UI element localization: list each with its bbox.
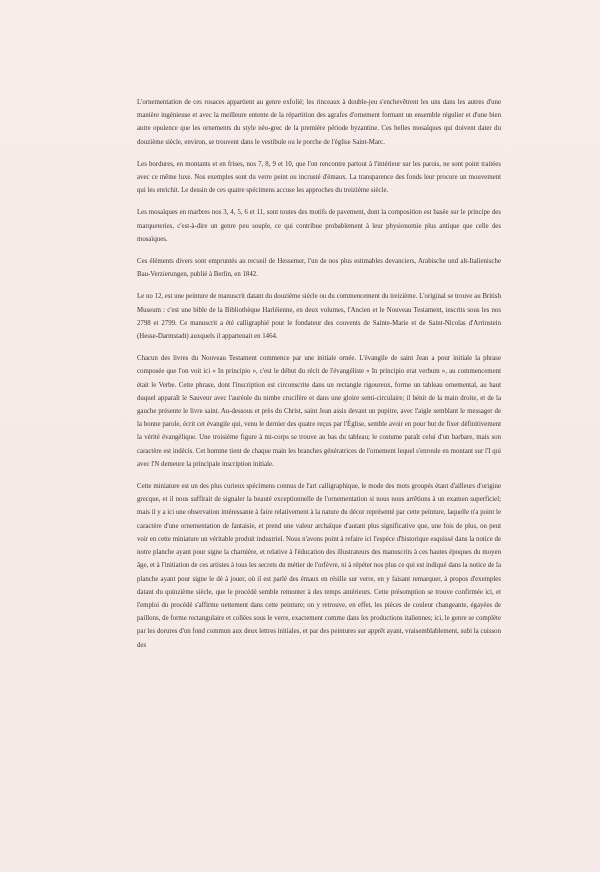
paragraph-mosaiques-marbres: Les mosaïques en marbres nos 3, 4, 5, 6 et 11, sont toutes des motifs de pavement, dont la composition est basée sur le principe des marqueteries, c'est-à-dire un genre peu souple, ce qui contribue probablement à leur physionomie plus antique que celle des mosaïques. bbox=[137, 209, 501, 243]
paragraph-rosaces: L'ornementation de ces rosaces appartient au genre exfolié; les rinceaux à double-jeu s'enchevêtrent les uns dans les autres d'une manière ingénieuse et avec la meilleure entente de la répartition des agrafes d'ornement formant un ensemble régulier et d'une bien autre opulence que les ornements du style néo-grec de la première période byzantine. Ces belles mosaïques qui doivent dater du douzième siècle, environ, se trouvent dans le vestibule ou le porche de l'église Saint-Marc. bbox=[137, 99, 501, 146]
paragraph-hessemer: Ces éléments divers sont empruntés au recueil de Hessemer, l'un de nos plus estimables devanciers, Arabische und alt-Italienische Bau-Verzierungen, publié à Berlin, en 1842. bbox=[137, 258, 501, 279]
paragraph-evangile: Chacun des livres du Nouveau Testament commence par une initiale ornée. L'évangile de saint Jean a pour initiale la phrase composée que l'on voit ici « In principio », c'est le début du récit de l'évangéliste « In principio erat verbum », au commencement était le Verbe. Cette phrase, dont l'inscription est circonscrite dans un rectangle rigoureux, forme un tableau ornemental, au haut duquel apparaît le Sauveur avec l'auréole du nimbe crucifère et dans une gloire semi-circulaire; il bénit de la main droite, et de la gauche présente le livre saint. Au-dessous et près du Christ, saint Jean assis devant un pupitre, avec l'aigle semblant le messager de la bonne parole, écrit cet évangile qui, venu le dernier des quatre reçus par l'Église, semble avoir en pour but de fixer définitivement la vérité évangélique. Une troisième figure à mi-corps se trouve au bas du tableau; le costume paraît celui d'un barbare, mais son caractère est indécis. Cet homme tient de chaque main les branches génératrices de l'ornement lequel s'enroule en montant sur l'I qui avec l'N demeure la principale inscription initiale. bbox=[137, 355, 501, 468]
paragraph-miniature: Cette miniature est un des plus curieux spécimens connus de l'art calligraphique, le mode des mots groupés étant d'ailleurs d'origine grecque, et il nous suffirait de signaler la beauté exceptionnelle de l'ornementation si nous nous arrêtions à un examen superficiel; mais il y a ici une observation intéressante à faire relativement à la nature du décor représenté par cette peinture, laquelle n'a point le caractère d'une ornementation de fantaisie, et prend une valeur archaïque d'autant plus significative que, une fois de plus, on peut voir en cette miniature un véritable produit industriel. Nous n'avons point à refaire ici l'espèce d'historique esquissé dans la notice de notre planche ayant pour signe la charnière, et relative à l'éducation des illustrateurs des manuscrits à ces hautes époques du moyen âge, et à l'initiation de ces artistes à tous les secrets du métier de l'orfèvre, ni à répéter nos plus ce qui est indiqué dans la notice de la planche ayant pour signe le dé à jouer, où il est parlé des émaux en résille sur verre, en y faisant remarquer, à propos d'exemples datant du quinzième siècle, que le procédé semble remonter à des temps antérieurs. Cette présomption se trouve confirmée ici, et l'emploi du procédé s'affirme nettement dans cette peinture; on y retrouve, en effet, les pièces de couleur changeante, égayées de paillons, de forme rectangulaire et collées sous le verre, exactement comme dans les productions italiennes; ici, le genre se complète par les dorures d'un fond commun aux deux lettres initiales, et par des peintures sur apprêt ayant, vraisemblablement, subi la cuisson des bbox=[137, 483, 501, 649]
body-text bbox=[137, 96, 501, 661]
paragraph-bordures: Les bordures, en montants et en frises, nos 7, 8, 9 et 10, que l'on rencontre partout à l'intérieur sur les parois, ne sont point traitées avec ce même luxe. Nos exemples sont du verre peint ou incrusté d'émaux. La transparence des fonds leur procure un mouvement qui les enrichit. Le dessin de ces quatre spécimens accuse les approches du treizième siècle. bbox=[137, 160, 501, 195]
paragraph-manuscrit: Le no 12, est une peinture de manuscrit datant du douzième siècle ou du commencement du treizième. L'original se trouve au British Museum : c'est une bible de la Bibliothèque Harléienne, en deux volumes, l'Ancien et le Nouveau Testament, inscrits sous les nos 2798 et 2799. Ce manuscrit a été calligraphié pour le fondateur des couvents de Sainte-Marie et de Saint-Nicolas d'Arrinstein (Hesse-Darmstadt) auxquels il appartenait en 1464. bbox=[137, 293, 501, 341]
